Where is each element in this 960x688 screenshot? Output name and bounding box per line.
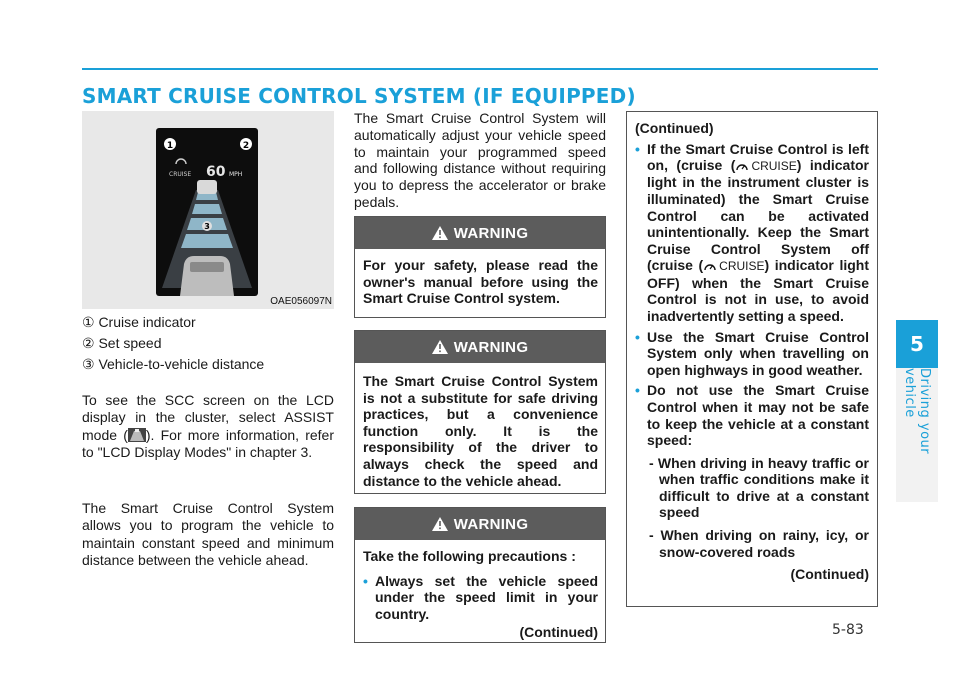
- cruise-icon-label: CRUISE: [719, 259, 765, 274]
- warning-triangle-icon: [432, 226, 448, 240]
- warning-text-2: The Smart Cruise Control System is not a substitute for safe driving practices, but a convenience function only. It is the responsibility of the driver to always check the speed and distance to the vehicle ahead.: [363, 373, 598, 489]
- lcd-text-b: ). For more information, refer to "LCD Display Modes" in chapter 3.: [82, 426, 334, 461]
- warning-header-2: [355, 331, 605, 363]
- col3-bullet-2: • Use the Smart Cruise Control System only when travelling on open highways in good weather.: [635, 329, 869, 379]
- col3-sub-item-1: - When driving in heavy traffic or when traffic conditions make it difficult to drive at a constant speed: [649, 454, 869, 521]
- section-title: SMART CRUISE CONTROL SYSTEM (IF EQUIPPED): [82, 84, 636, 108]
- cruise-indicator-icon: [735, 158, 796, 175]
- warning-continued-3: (Continued): [519, 624, 598, 641]
- top-rule: [82, 68, 878, 70]
- warning-box-3: [354, 507, 606, 643]
- cruise-indicator-icon: [703, 258, 764, 275]
- set-speed-unit: MPH: [229, 171, 243, 178]
- col3-bullet-1: [635, 141, 869, 325]
- cluster-figure: [82, 111, 334, 309]
- legend-item-1: ① Cruise indicator: [82, 314, 196, 330]
- intro-paragraph-2: The Smart Cruise Control System will automatically adjust your vehicle speed to maintain your programmed speed and following distance without requiring you to depress the accelerator or brake pedals.: [354, 110, 606, 210]
- warning-bullet-3: • Always set the vehicle speed under the speed limit in your country.: [363, 573, 598, 623]
- warning-title-1: WARNING: [453, 224, 529, 242]
- distance-bar-4: [181, 234, 233, 248]
- chapter-label: [896, 368, 938, 502]
- warning-body-3: [355, 540, 605, 649]
- legend-item-2: ② Set speed: [82, 335, 162, 351]
- cluster-cruise-label: CRUISE: [169, 171, 192, 178]
- continued-warning-box: [626, 111, 878, 607]
- vehicle-ahead-icon: [197, 180, 217, 194]
- warning-header-3: [355, 508, 605, 540]
- bullet1-text-a: If the Smart Cruise Control is left on, (cruise (: [647, 140, 869, 174]
- col3-sub-item-2: - When driving on rainy, icy, or snow-covered roads: [649, 527, 869, 560]
- warning-text-1: For your safety, please read the owner's manual before using the Smart Cruise Control system.: [363, 257, 598, 307]
- set-speed-value: 60: [206, 164, 226, 180]
- legend-item-3: ③ Vehicle-to-vehicle distance: [82, 356, 265, 372]
- callout-3: 3: [204, 222, 210, 231]
- warning-text-3: Take the following precautions :: [363, 548, 576, 564]
- warning-triangle-icon: [432, 517, 448, 531]
- warning-box-1: [354, 216, 606, 318]
- continued-top: (Continued): [635, 120, 714, 136]
- warning-box-2: [354, 330, 606, 494]
- lcd-text-a: To see the SCC screen on the LCD display in the cluster, select ASSIST mode (: [82, 392, 334, 443]
- warning-title-2: WARNING: [453, 338, 529, 356]
- continued-bottom: (Continued): [790, 566, 869, 583]
- warning-triangle-icon: [432, 340, 448, 354]
- col3-bullet-3: • Do not use the Smart Cruise Control when it may not be safe to keep the vehicle at a constant speed:: [635, 382, 869, 448]
- cruise-icon-label: CRUISE: [751, 158, 797, 173]
- cluster-display: [156, 128, 258, 296]
- intro-paragraph-1: The Smart Cruise Control System allows you to program the vehicle to maintain constant speed and minimum distance between the vehicle ahead.: [82, 500, 334, 569]
- figure-code: OAE056097N: [270, 296, 332, 307]
- callout-1: 1: [166, 141, 174, 151]
- bullet1-text-b: ) indicator light in the instrument cluster is illuminated) the Smart Cruise Control can be activated unintentionally. Keep the Smart Cruise Control System off (cruise (: [647, 157, 869, 274]
- lcd-mode-paragraph: [82, 392, 334, 462]
- assist-mode-icon: [128, 427, 146, 443]
- cluster-illustration: [156, 128, 258, 296]
- warning-header-1: [355, 217, 605, 249]
- chapter-label-text: Driving your vehicle: [902, 368, 932, 455]
- distance-bar-2: [192, 204, 222, 214]
- bullet1-text-c: ) indicator light OFF) when the Smart Cruise Control is not in use, to avoid inadvertently setting a speed.: [647, 257, 869, 324]
- own-vehicle-window: [190, 262, 224, 272]
- warning-title-3: WARNING: [453, 515, 529, 533]
- chapter-tab: 5: [896, 320, 938, 368]
- callout-2: 2: [242, 141, 250, 151]
- cruise-gauge-icon: [176, 159, 186, 164]
- page-number: 5-83: [832, 622, 864, 638]
